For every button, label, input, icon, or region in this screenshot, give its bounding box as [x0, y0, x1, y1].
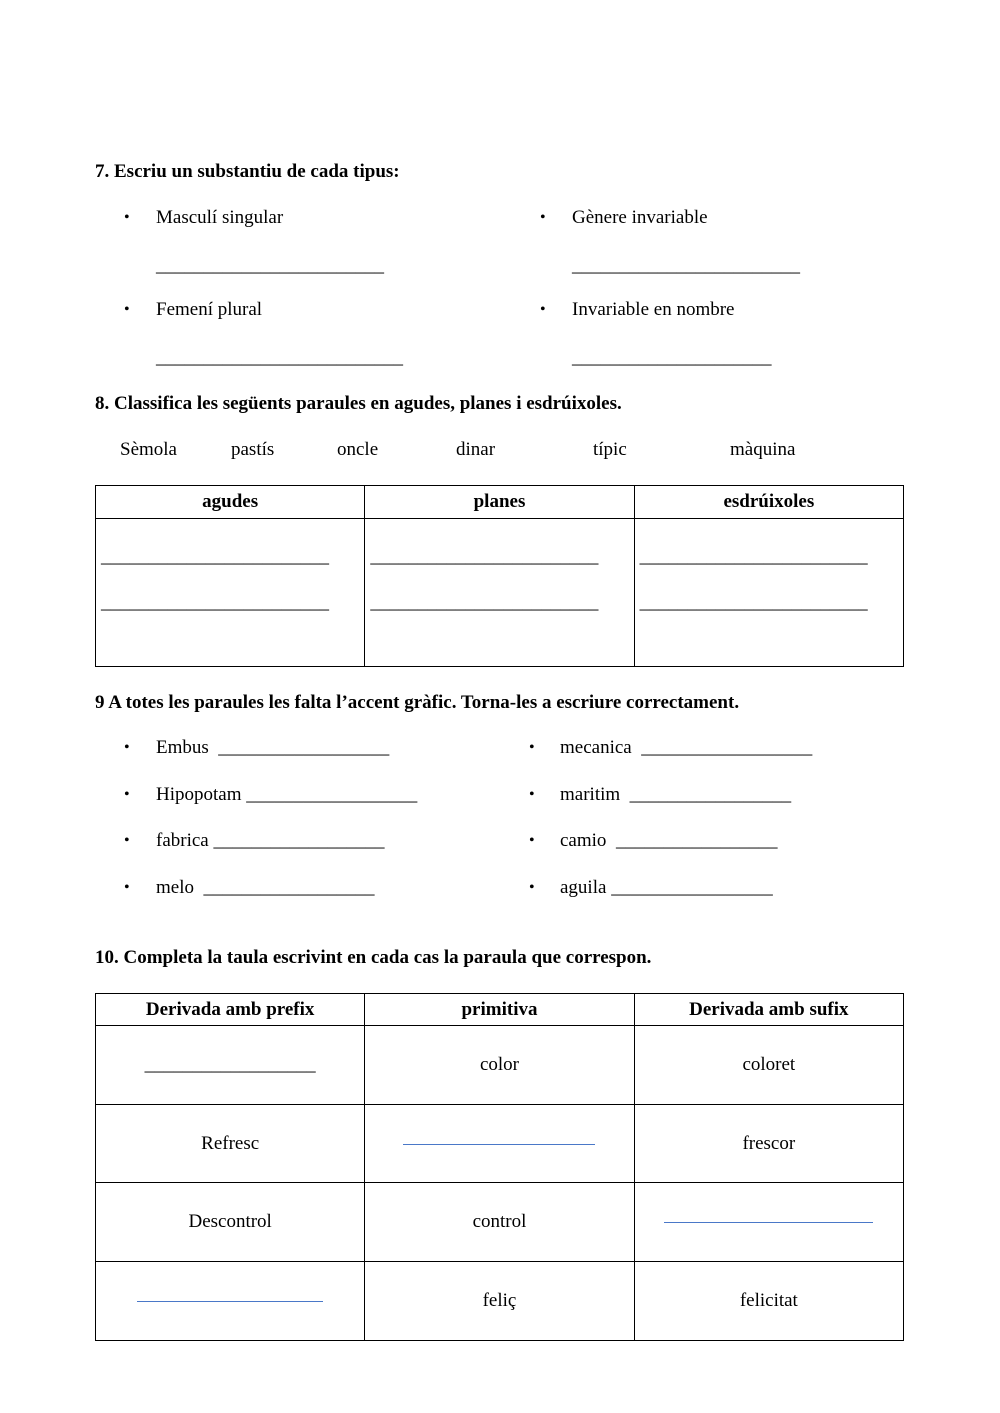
q7-answer-blank[interactable]: ________________________ [156, 255, 384, 276]
q9-word [156, 784, 417, 806]
q7-item-genere-invariable: Gènere invariable [572, 207, 708, 228]
q8-word: màquina [730, 439, 796, 460]
q10-answer-cell[interactable] [96, 1026, 365, 1105]
q10-column-header: Derivada amb prefix [96, 994, 365, 1026]
q9-word-text: maritim [560, 784, 621, 805]
q9-word [560, 830, 777, 852]
q9-word-text: Hipopotam [156, 784, 242, 805]
q7-item-masculi-singular: Masculí singular [156, 207, 284, 228]
q7-item-femeni-plural: Femení plural [156, 299, 263, 320]
q9-word [560, 737, 812, 759]
q8-column-header: agudes [96, 486, 365, 519]
q9-word-text: melo [156, 877, 194, 898]
q10-answer-line[interactable] [664, 1222, 873, 1223]
q9-word [560, 784, 791, 806]
q9-answer-blank[interactable]: _________________ [611, 877, 773, 898]
bullet-icon: • [124, 739, 130, 756]
q10-heading: 10. Completa la taula escrivint en cada cas la paraula que correspon. [95, 947, 652, 968]
q7-heading: 7. Escriu un substantiu de cada tipus: [95, 161, 400, 182]
q8-answer-blank[interactable]: ________________________ [101, 592, 329, 613]
q10-answer-cell[interactable] [96, 1262, 365, 1341]
bullet-icon: • [124, 786, 130, 803]
q8-answer-blank[interactable]: ________________________ [639, 546, 868, 567]
q9-word-text: Embus [156, 737, 209, 758]
bullet-icon: • [529, 786, 535, 803]
q9-answer-blank[interactable]: _________________ [629, 784, 792, 805]
q8-word: oncle [337, 439, 379, 460]
q7-answer-blank[interactable]: ________________________ [572, 255, 800, 276]
q10-cell: color [365, 1026, 634, 1105]
q10-column-header: primitiva [365, 994, 634, 1026]
q9-word [156, 737, 389, 759]
q8-word: pastís [231, 439, 275, 460]
q10-cell: Descontrol [96, 1183, 365, 1262]
q8-answer-blank[interactable]: ________________________ [370, 592, 599, 613]
q9-answer-blank[interactable]: __________________ [213, 830, 385, 851]
bullet-icon: • [529, 739, 535, 756]
q9-answer-blank[interactable]: _________________ [615, 830, 778, 851]
q9-word-text: aguila [560, 877, 607, 898]
q7-answer-blank[interactable]: _____________________ [572, 347, 772, 368]
bullet-icon: • [529, 832, 535, 849]
q10-cell: control [365, 1183, 634, 1262]
q8-classification-table [95, 485, 904, 667]
q8-word: típic [593, 439, 627, 460]
q9-answer-blank[interactable]: __________________ [218, 737, 390, 758]
q8-column-header: planes [365, 486, 634, 519]
q9-word [560, 877, 773, 899]
q10-cell: Refresc [96, 1105, 365, 1183]
q10-cell: frescor [634, 1105, 903, 1183]
bullet-icon: • [124, 832, 130, 849]
q9-word-text: mecanica [560, 737, 632, 758]
q9-word-text: camio [560, 830, 607, 851]
q10-derivation-table [95, 993, 904, 1341]
q9-heading: 9 A totes les paraules les falta l’accent gràfic. Torna-les a escriure correctament. [95, 692, 740, 713]
q10-answer-cell[interactable] [634, 1183, 903, 1262]
q10-column-header: Derivada amb sufix [634, 994, 903, 1026]
q9-word-text: fabrica [156, 830, 209, 851]
bullet-icon: • [529, 879, 535, 896]
bullet-icon: • [124, 301, 130, 318]
q10-answer-line[interactable] [137, 1301, 323, 1302]
q8-word: Sèmola [120, 439, 177, 460]
q8-heading: 8. Classifica les següents paraules en agudes, planes i esdrúixoles. [95, 393, 622, 414]
q8-answer-cell[interactable] [634, 519, 903, 667]
bullet-icon: • [124, 209, 130, 226]
q9-answer-blank[interactable]: __________________ [246, 784, 418, 805]
q10-cell: feliç [365, 1262, 634, 1341]
q10-cell: felicitat [634, 1262, 903, 1341]
q8-answer-cell[interactable] [96, 519, 365, 667]
q9-answer-blank[interactable]: __________________ [641, 737, 813, 758]
q8-answer-blank[interactable]: ________________________ [101, 546, 329, 567]
q10-answer-cell[interactable] [365, 1105, 634, 1183]
q9-word [156, 830, 384, 852]
bullet-icon: • [540, 209, 546, 226]
q7-item-invariable-nombre: Invariable en nombre [572, 299, 735, 320]
q8-answer-blank[interactable]: ________________________ [370, 546, 599, 567]
q8-answer-cell[interactable] [365, 519, 634, 667]
bullet-icon: • [540, 301, 546, 318]
q9-answer-blank[interactable]: __________________ [203, 877, 375, 898]
q10-answer-blank[interactable]: __________________ [144, 1054, 316, 1075]
bullet-icon: • [124, 879, 130, 896]
q10-answer-line[interactable] [403, 1144, 595, 1145]
q9-word [156, 877, 375, 899]
q8-word: dinar [456, 439, 496, 460]
q7-answer-blank[interactable]: __________________________ [156, 347, 403, 368]
q10-cell: coloret [634, 1026, 903, 1105]
q8-answer-blank[interactable]: ________________________ [639, 592, 868, 613]
q8-column-header: esdrúixoles [634, 486, 903, 519]
